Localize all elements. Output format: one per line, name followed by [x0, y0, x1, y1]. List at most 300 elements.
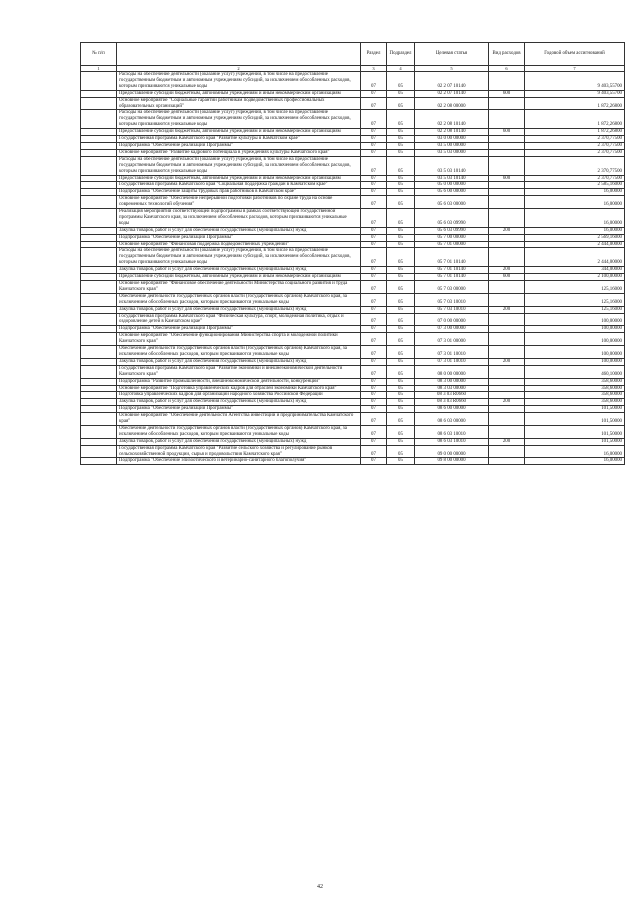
cell-vr: [489, 445, 525, 458]
cell-csr: 05 7 01 10140: [415, 267, 489, 274]
cell-sum: 2 370,77500: [525, 149, 625, 156]
cell-csr: 03 5 03 10140: [415, 156, 489, 175]
cell-csr: 05 7 03 10010: [415, 306, 489, 313]
cell-sum: 101,50000: [525, 438, 625, 445]
cell-name: Реализация мероприятий соответствующей подпрограммы в рамках соответствующей государственной программы Камчатского края, за исключением обособленных расходов, которым присваиваются уникальные коды: [117, 209, 361, 228]
cell-csr: 05 6 03 09990: [415, 227, 489, 234]
cell-csr: 07 3 01 10010: [415, 358, 489, 365]
cell-vr: [489, 281, 525, 294]
cell-name: Основное мероприятие "Обеспечение деятельности Агентства инвестиций и предпринимательства Камчатского края": [117, 413, 361, 426]
table-row: [81, 445, 625, 458]
cell-sum: 2 100,00000: [525, 274, 625, 281]
cell-vr: [489, 72, 525, 91]
cell-vr: [489, 365, 525, 378]
cell-num: [81, 458, 117, 465]
cell-sum: 344,00000: [525, 267, 625, 274]
cell-num: [81, 293, 117, 306]
cell-num: [81, 129, 117, 136]
cell-csr: 05 6 00 00000: [415, 189, 489, 196]
table-row: [81, 142, 625, 149]
cell-razdel: 07: [361, 267, 387, 274]
cell-vr: 600: [489, 175, 525, 182]
header-name: [117, 43, 361, 66]
col-index: 2: [117, 66, 361, 72]
table-body: [81, 72, 625, 465]
cell-name: Подпрограмма "Обеспечение реализации Программы": [117, 234, 361, 241]
cell-vr: [489, 241, 525, 248]
cell-sum: 2 569,16000: [525, 234, 625, 241]
cell-name: Основное мероприятие "Подготовка управленческих кадров для отраслей экономики Камчатского края": [117, 385, 361, 392]
cell-sum: 358,60000: [525, 385, 625, 392]
cell-podrazdel: 05: [387, 438, 415, 445]
cell-podrazdel: 05: [387, 378, 415, 385]
cell-vr: 200: [489, 227, 525, 234]
cell-razdel: 07: [361, 306, 387, 313]
table-row: [81, 333, 625, 346]
cell-num: [81, 306, 117, 313]
cell-vr: 200: [489, 399, 525, 406]
table-row: [81, 196, 625, 209]
cell-podrazdel: 05: [387, 234, 415, 241]
cell-name: Расходы на обеспечение деятельности (оказание услуг) учреждений, в том числе на предоставление государственным бюджетным и автономным учреждениям субсидий, за исключением обособленных расходов, которым присваиваются уникальные коды: [117, 248, 361, 267]
cell-name: Предоставление субсидий бюджетным, автономным учреждениям и иным некоммерческим организациям: [117, 274, 361, 281]
cell-podrazdel: 05: [387, 313, 415, 326]
cell-razdel: 07: [361, 234, 387, 241]
cell-sum: 16,00000: [525, 209, 625, 228]
cell-csr: 08 0 00 00000: [415, 365, 489, 378]
cell-razdel: 07: [361, 326, 387, 333]
cell-name: Предоставление субсидий бюджетным, автономным учреждениям и иным некоммерческим организациям: [117, 129, 361, 136]
cell-razdel: 07: [361, 399, 387, 406]
cell-csr: 07 0 00 00000: [415, 313, 489, 326]
cell-name: Обеспечение деятельности государственных органов власти (государственных органов) Камчатского края, за исключением обособленных расходов, которым присваиваются уникальные коды: [117, 425, 361, 438]
cell-csr: 05 0 00 00000: [415, 182, 489, 189]
cell-csr: 08 3 03 00000: [415, 385, 489, 392]
cell-num: [81, 378, 117, 385]
cell-podrazdel: 05: [387, 136, 415, 143]
cell-num: [81, 438, 117, 445]
cell-podrazdel: 05: [387, 445, 415, 458]
cell-num: [81, 392, 117, 399]
cell-vr: [489, 196, 525, 209]
cell-vr: [489, 378, 525, 385]
cell-sum: 2 370,77500: [525, 142, 625, 149]
table-row: [81, 227, 625, 234]
cell-vr: [489, 333, 525, 346]
cell-razdel: 07: [361, 248, 387, 267]
cell-razdel: 07: [361, 142, 387, 149]
table-row: [81, 458, 625, 465]
cell-csr: 02 2 07 10140: [415, 72, 489, 91]
cell-num: [81, 72, 117, 91]
cell-name: Подпрограмма "Обеспечение реализации Программы": [117, 326, 361, 333]
cell-razdel: 07: [361, 90, 387, 97]
table-row: [81, 156, 625, 175]
table-row: [81, 248, 625, 267]
cell-sum: 358,60000: [525, 392, 625, 399]
col-index: 1: [81, 66, 117, 72]
cell-csr: 05 7 01 10140: [415, 248, 489, 267]
cell-sum: 2 370,77500: [525, 156, 625, 175]
cell-name: Подпрограмма "Развитие промышленности, внешнеэкономической деятельности, конкуренции": [117, 378, 361, 385]
cell-num: [81, 365, 117, 378]
page-number: 42: [317, 884, 323, 890]
cell-num: [81, 227, 117, 234]
cell-sum: 125,16000: [525, 281, 625, 294]
table-row: [81, 129, 625, 136]
cell-sum: 100,00000: [525, 313, 625, 326]
table-row: [81, 425, 625, 438]
cell-csr: 03 5 03 00000: [415, 149, 489, 156]
cell-sum: 16,00000: [525, 227, 625, 234]
table-row: [81, 313, 625, 326]
cell-sum: 101,50000: [525, 406, 625, 413]
cell-csr: 05 7 03 10010: [415, 293, 489, 306]
cell-name: Подпрограмма "Обеспечение эпизоотического и ветеринарно-санитарного благополучия": [117, 458, 361, 465]
cell-num: [81, 175, 117, 182]
cell-name: Государственная программа Камчатского края "Развитие сельского хозяйства и регулирование рынков сельскохозяйственной продукции, сырья и продовольствия Камчатского края": [117, 445, 361, 458]
cell-podrazdel: 05: [387, 392, 415, 399]
cell-vr: [489, 248, 525, 267]
cell-vr: [489, 156, 525, 175]
cell-name: Расходы на обеспечение деятельности (оказание услуг) учреждений, в том числе на предоставление государственным бюджетным и автономным учреждениям субсидий, за исключением обособленных расходов, которым присваиваются уникальные коды: [117, 72, 361, 91]
cell-num: [81, 90, 117, 97]
cell-num: [81, 97, 117, 110]
cell-num: [81, 333, 117, 346]
cell-razdel: 07: [361, 156, 387, 175]
table-row: [81, 136, 625, 143]
cell-podrazdel: 05: [387, 182, 415, 189]
cell-vr: [489, 97, 525, 110]
table-row: [81, 413, 625, 426]
cell-num: [81, 189, 117, 196]
cell-vr: [489, 458, 525, 465]
col-index: 6: [489, 66, 525, 72]
cell-podrazdel: 05: [387, 281, 415, 294]
table-row: [81, 358, 625, 365]
table-row: [81, 399, 625, 406]
header-podrazdel: Подраздел: [387, 43, 415, 66]
cell-sum: 101,50000: [525, 425, 625, 438]
table-row: [81, 267, 625, 274]
cell-razdel: 07: [361, 392, 387, 399]
cell-name: Подпрограмма "Обеспечение реализации Программы": [117, 406, 361, 413]
table-row: [81, 234, 625, 241]
table-row: [81, 175, 625, 182]
cell-razdel: 07: [361, 281, 387, 294]
cell-name: Подготовка управленческих кадров для организаций народного хозяйства Российской Федерации: [117, 392, 361, 399]
cell-num: [81, 149, 117, 156]
cell-sum: 1 872,26800: [525, 129, 625, 136]
cell-podrazdel: 05: [387, 326, 415, 333]
cell-sum: 125,16000: [525, 293, 625, 306]
table-row: [81, 378, 625, 385]
cell-num: [81, 142, 117, 149]
cell-vr: 600: [489, 129, 525, 136]
cell-num: [81, 413, 117, 426]
cell-podrazdel: 05: [387, 142, 415, 149]
table-row: [81, 182, 625, 189]
cell-name: Предоставление субсидий бюджетным, автономным учреждениям и иным некоммерческим организациям: [117, 90, 361, 97]
col-index: 4: [387, 66, 415, 72]
cell-podrazdel: 05: [387, 90, 415, 97]
cell-name: Закупка товаров, работ и услуг для обеспечения государственных (муниципальных) нужд: [117, 227, 361, 234]
cell-name: Закупка товаров, работ и услуг для обеспечения государственных (муниципальных) нужд: [117, 306, 361, 313]
cell-vr: [489, 182, 525, 189]
cell-name: Расходы на обеспечение деятельности (оказание услуг) учреждений, в том числе на предоставление государственным бюджетным и автономным учреждениям субсидий, за исключением обособленных расходов, которым присваиваются уникальные коды: [117, 110, 361, 129]
cell-razdel: 07: [361, 129, 387, 136]
cell-podrazdel: 05: [387, 413, 415, 426]
cell-csr: 02 2 08 10140: [415, 129, 489, 136]
cell-csr: 08 6 03 10010: [415, 425, 489, 438]
cell-sum: 16,00000: [525, 458, 625, 465]
cell-razdel: 07: [361, 241, 387, 248]
cell-vr: [489, 293, 525, 306]
cell-num: [81, 326, 117, 333]
cell-razdel: 07: [361, 227, 387, 234]
cell-num: [81, 241, 117, 248]
col-index: 7: [525, 66, 625, 72]
cell-sum: 125,16000: [525, 306, 625, 313]
header-num: № п/п: [81, 43, 117, 66]
cell-csr: 05 7 00 00000: [415, 234, 489, 241]
cell-razdel: 07: [361, 209, 387, 228]
header-csr: Целевая статья: [415, 43, 489, 66]
cell-sum: 2 444,00000: [525, 241, 625, 248]
table-row: [81, 406, 625, 413]
cell-sum: 358,60000: [525, 378, 625, 385]
cell-razdel: 07: [361, 110, 387, 129]
cell-num: [81, 182, 117, 189]
cell-csr: 09 8 00 00000: [415, 458, 489, 465]
cell-razdel: 07: [361, 293, 387, 306]
cell-podrazdel: 05: [387, 399, 415, 406]
cell-razdel: 07: [361, 333, 387, 346]
table-row: [81, 365, 625, 378]
cell-name: Государственная программа Камчатского края "Развитие культуры в Камчатском крае": [117, 136, 361, 143]
cell-name: Подпрограмма "Обеспечение реализации Программы": [117, 142, 361, 149]
cell-podrazdel: 05: [387, 458, 415, 465]
cell-num: [81, 267, 117, 274]
cell-name: Основное мероприятие "Финансовая поддержка подведомственных учреждений": [117, 241, 361, 248]
cell-vr: 200: [489, 306, 525, 313]
cell-sum: 2 370,77500: [525, 136, 625, 143]
table-row: [81, 209, 625, 228]
cell-num: [81, 385, 117, 392]
cell-podrazdel: 05: [387, 406, 415, 413]
cell-vr: [489, 346, 525, 359]
cell-vr: [489, 136, 525, 143]
cell-num: [81, 136, 117, 143]
cell-name: Основное мероприятие "Социальные гарантии работникам подведомственных профессиональных образовательных организаций": [117, 97, 361, 110]
table-row: [81, 281, 625, 294]
cell-podrazdel: 05: [387, 306, 415, 313]
cell-vr: 600: [489, 90, 525, 97]
cell-razdel: 07: [361, 378, 387, 385]
table-row: [81, 326, 625, 333]
cell-sum: 2 370,77500: [525, 175, 625, 182]
cell-csr: 03 5 03 10140: [415, 175, 489, 182]
table-row: [81, 149, 625, 156]
cell-name: Основное мероприятие "Развитие кадрового потенциала в учреждениях культуры Камчатского края": [117, 149, 361, 156]
cell-podrazdel: 05: [387, 385, 415, 392]
cell-vr: [489, 209, 525, 228]
cell-sum: 101,50000: [525, 413, 625, 426]
col-index: 5: [415, 66, 489, 72]
cell-sum: 100,00000: [525, 346, 625, 359]
cell-razdel: 07: [361, 445, 387, 458]
budget-document: [80, 42, 624, 465]
cell-csr: 05 7 01 00000: [415, 241, 489, 248]
cell-sum: 2 585,16000: [525, 182, 625, 189]
table-row: [81, 438, 625, 445]
cell-csr: 03 5 00 00000: [415, 142, 489, 149]
cell-num: [81, 425, 117, 438]
cell-podrazdel: 05: [387, 196, 415, 209]
cell-razdel: 07: [361, 406, 387, 413]
cell-name: Государственная программа Камчатского края "Социальная поддержка граждан в Камчатском крае": [117, 182, 361, 189]
cell-podrazdel: 05: [387, 248, 415, 267]
cell-name: Закупка товаров, работ и услуг для обеспечения государственных (муниципальных) нужд: [117, 399, 361, 406]
cell-csr: 08 3 03 R0660: [415, 392, 489, 399]
cell-podrazdel: 05: [387, 72, 415, 91]
cell-sum: 2 444,00000: [525, 248, 625, 267]
cell-razdel: 07: [361, 358, 387, 365]
cell-csr: 08 3 03 R0660: [415, 399, 489, 406]
cell-csr: 05 7 03 00000: [415, 281, 489, 294]
cell-num: [81, 399, 117, 406]
cell-vr: [489, 413, 525, 426]
cell-csr: 09 0 00 00000: [415, 445, 489, 458]
cell-csr: 02 2 07 10140: [415, 90, 489, 97]
cell-podrazdel: 05: [387, 110, 415, 129]
cell-name: Закупка товаров, работ и услуг для обеспечения государственных (муниципальных) нужд: [117, 267, 361, 274]
cell-name: Государственная программа Камчатского края "Развитие экономики и внешнеэкономической деятельности Камчатского края": [117, 365, 361, 378]
cell-sum: 100,00000: [525, 333, 625, 346]
cell-podrazdel: 05: [387, 358, 415, 365]
cell-name: Предоставление субсидий бюджетным, автономным учреждениям и иным некоммерческим организациям: [117, 175, 361, 182]
table-row: [81, 97, 625, 110]
cell-num: [81, 156, 117, 175]
cell-name: Основное мероприятие "Обеспечение непрерывной подготовки работников по охране труда на основе современных технологий обучения": [117, 196, 361, 209]
cell-name: Обеспечение деятельности государственных органов власти (государственных органов) Камчатского края, за исключением обособленных расходов, которым присваиваются уникальные коды: [117, 346, 361, 359]
cell-num: [81, 196, 117, 209]
cell-sum: 9 403,55700: [525, 72, 625, 91]
cell-csr: 02 2 08 00000: [415, 97, 489, 110]
cell-razdel: 07: [361, 175, 387, 182]
col-index: 3: [361, 66, 387, 72]
cell-vr: [489, 385, 525, 392]
cell-podrazdel: 05: [387, 209, 415, 228]
table-row: [81, 189, 625, 196]
cell-podrazdel: 05: [387, 274, 415, 281]
cell-vr: 600: [489, 274, 525, 281]
cell-razdel: 07: [361, 425, 387, 438]
cell-podrazdel: 05: [387, 365, 415, 378]
cell-num: [81, 281, 117, 294]
cell-sum: 460,10000: [525, 365, 625, 378]
cell-vr: [489, 189, 525, 196]
table-row: [81, 241, 625, 248]
cell-vr: [489, 142, 525, 149]
cell-sum: 16,00000: [525, 445, 625, 458]
cell-podrazdel: 05: [387, 97, 415, 110]
cell-razdel: 07: [361, 346, 387, 359]
cell-csr: 07 3 01 00000: [415, 333, 489, 346]
cell-vr: [489, 234, 525, 241]
cell-vr: [489, 326, 525, 333]
cell-vr: [489, 425, 525, 438]
cell-num: [81, 346, 117, 359]
cell-podrazdel: 05: [387, 267, 415, 274]
cell-vr: [489, 110, 525, 129]
cell-razdel: 07: [361, 97, 387, 110]
cell-name: Закупка товаров, работ и услуг для обеспечения государственных (муниципальных) нужд: [117, 438, 361, 445]
cell-name: Государственная программа Камчатского края "Физическая культура, спорт, молодежная политика, отдых и оздоровление детей в Камчатском крае": [117, 313, 361, 326]
cell-podrazdel: 05: [387, 227, 415, 234]
cell-vr: 200: [489, 438, 525, 445]
cell-vr: 200: [489, 358, 525, 365]
cell-razdel: 07: [361, 274, 387, 281]
cell-podrazdel: 05: [387, 293, 415, 306]
cell-sum: 16,00000: [525, 196, 625, 209]
cell-num: [81, 445, 117, 458]
header-sum: Годовой объем ассигнований: [525, 43, 625, 66]
cell-podrazdel: 05: [387, 333, 415, 346]
cell-name: Основное мероприятие "Обеспечение функционирования Министерства спорта и молодежной политики Камчатского края": [117, 333, 361, 346]
cell-num: [81, 248, 117, 267]
cell-csr: 05 6 03 00000: [415, 196, 489, 209]
cell-podrazdel: 05: [387, 175, 415, 182]
cell-vr: [489, 149, 525, 156]
cell-vr: [489, 313, 525, 326]
budget-table: [80, 42, 625, 465]
cell-csr: 08 6 03 00000: [415, 413, 489, 426]
cell-csr: 07 3 00 00000: [415, 326, 489, 333]
cell-name: Подпрограмма "Обеспечение защиты трудовых прав работников в Камчатском крае": [117, 189, 361, 196]
table-row: [81, 90, 625, 97]
cell-sum: 100,00000: [525, 358, 625, 365]
cell-num: [81, 313, 117, 326]
cell-sum: 358,60000: [525, 399, 625, 406]
cell-csr: 08 6 03 10010: [415, 438, 489, 445]
cell-csr: 02 2 08 10140: [415, 110, 489, 129]
cell-razdel: 07: [361, 149, 387, 156]
cell-razdel: 07: [361, 413, 387, 426]
cell-num: [81, 234, 117, 241]
cell-num: [81, 406, 117, 413]
cell-csr: 07 3 01 10010: [415, 346, 489, 359]
table-row: [81, 346, 625, 359]
cell-sum: 16,00000: [525, 189, 625, 196]
table-row: [81, 392, 625, 399]
table-row: [81, 385, 625, 392]
cell-sum: 1 872,26800: [525, 97, 625, 110]
cell-razdel: 07: [361, 365, 387, 378]
cell-name: Обеспечение деятельности государственных органов власти (государственных органов) Камчатского края, за исключением обособленных расходов, которым присваиваются уникальные коды: [117, 293, 361, 306]
cell-name: Закупка товаров, работ и услуг для обеспечения государственных (муниципальных) нужд: [117, 358, 361, 365]
table-row: [81, 72, 625, 91]
cell-num: [81, 209, 117, 228]
cell-razdel: 07: [361, 313, 387, 326]
cell-name: Расходы на обеспечение деятельности (оказание услуг) учреждений, в том числе на предоставление государственным бюджетным и автономным учреждениям субсидий, за исключением обособленных расходов, которым присваиваются уникальные коды: [117, 156, 361, 175]
table-row: [81, 306, 625, 313]
cell-podrazdel: 05: [387, 156, 415, 175]
cell-csr: 08 6 00 00000: [415, 406, 489, 413]
table-row: [81, 110, 625, 129]
cell-csr: 05 7 01 10140: [415, 274, 489, 281]
cell-podrazdel: 05: [387, 129, 415, 136]
